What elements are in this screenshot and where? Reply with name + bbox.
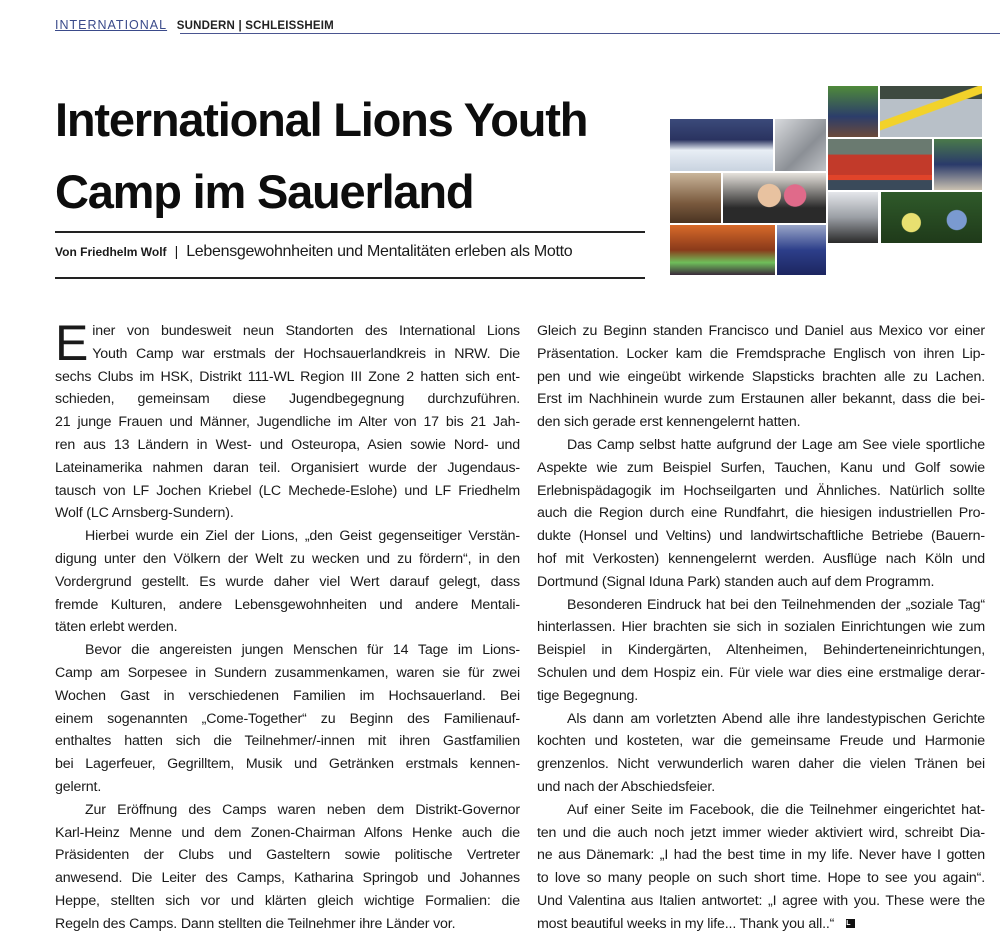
text-line: ne aus Dänemark: „I had the best time in my life. Never have I gotten [537, 847, 985, 864]
photo-group-outdoors [828, 86, 878, 137]
text-line: ren aus 13 Ländern in West- und Osteuropa, Asien sowie Nord- und [55, 436, 520, 453]
text-line: Beispiel in Kindergärten, Altenheimen, Behinderteneinrichtungen, [537, 642, 985, 659]
photo-high-ropes-course [828, 192, 878, 243]
photo-building-wall [775, 119, 826, 171]
photo-two-girls-smiling [723, 173, 826, 223]
text-line: Karl-Heinz Menne und dem Zonen-Chairman Alfons Henke auch die [55, 824, 520, 841]
byline-bottom-rule [55, 277, 645, 279]
section-header [55, 18, 334, 32]
text-line: gelernt. [55, 778, 102, 795]
text-line: tige Begegnung. [537, 687, 639, 704]
subsection-label: SUNDERN | SCHLEISSHEIM [176, 20, 334, 32]
paragraph [537, 320, 985, 434]
text-line: anwesend. Die Leiter des Camps, Katharina Springob und Johannes [55, 870, 520, 887]
photo-rafting-canoe [828, 139, 932, 190]
text-line: tausch von LF Jochen Kriebel (LC Mechede-Eslohe) und LF Friedhelm [55, 482, 520, 499]
text-line: den sich gerade erst kennengelernt hatten. [537, 414, 801, 431]
text-line: Regeln des Camps. Dann stellten die Teilnehmer ihre Länder vor. [55, 915, 456, 932]
text-line: bei Lagerfeuer, Gegrilltem, Musik und Getränken erstmals kennen- [55, 756, 520, 773]
text-line: hof mit Verkosten) kennengelernt werden. Ausflüge nach Köln und [537, 550, 985, 567]
section-label[interactable]: INTERNATIONAL [55, 18, 168, 32]
text-line: Bevor die angereisten jungen Menschen für 14 Tage im Lions- [85, 642, 520, 659]
text-line: einem sogenannten „Come-Together“ zu Beginn des Familienauf- [55, 710, 520, 727]
text-line: Schulen und dem Hospiz ein. Für viele war dies eine erstmalige derar- [537, 664, 985, 681]
text-line: Lateinamerika nahmen daran teil. Organisiert wurde der Jugendaus- [55, 459, 520, 476]
text-line: Hierbei wurde ein Ziel der Lions, „den Geist gegenseitiger Verstän- [85, 528, 520, 545]
paragraph [55, 799, 520, 936]
text-line: Camp am Sorpesee in Sundern zusammenkamen, waren sie für zwei [55, 664, 520, 681]
text-line: täten erlebt werden. [55, 619, 178, 636]
photo-church-interior [670, 173, 721, 223]
text-column-right [537, 320, 985, 936]
photo-group-in-wetsuits [934, 139, 982, 190]
text-line: und nach der Abschiedsfeier. [537, 778, 715, 795]
paragraph [55, 639, 520, 799]
text-line: ten und die auch noch jetzt immer wieder aktiviert wird, schreibt Dia- [537, 824, 985, 841]
photo-group-with-lions-flag [670, 119, 773, 171]
text-line: dukte (Honsel und Veltins) und landwirtschaftliche Betriebe (Bauern- [537, 528, 985, 545]
paragraph [537, 708, 985, 799]
text-line: Youth Camp war erstmals der Hochsauerlandkreis in NRW. Die [92, 345, 520, 362]
text-line: Vordergrund gestellt. Es wurde daher viel Wert darauf gelegt, dass [55, 573, 520, 590]
text-line: Präsidenten der Clubs und Gasteltern sowie politische Vertreter [55, 847, 520, 864]
text-line: kochten und kosteten, war die gemeinsame Freude und Harmonie [537, 733, 985, 750]
title-line-2: Camp im Sauerland [55, 165, 474, 218]
text-line: fremde Kulturen, andere Lebensgewohnheiten und andere Mentali- [55, 596, 520, 613]
photo-windsurfing-lake [880, 86, 982, 137]
paragraph [55, 315, 520, 525]
text-line: iner von bundesweit neun Standorten des International Lions [92, 323, 520, 339]
photo-archery [881, 192, 982, 243]
text-line: grenzenlos. Nicht verwunderlich waren daher die vielen Tränen bei [537, 756, 985, 773]
paragraph [55, 525, 520, 639]
byline [55, 243, 572, 261]
header-divider [180, 33, 1000, 34]
author: Von Friedhelm Wolf [55, 245, 167, 259]
article-subtitle: Lebensgewohnheiten und Mentalitäten erleben als Motto [186, 243, 573, 260]
text-line: Wochen Gast in verschiedenen Familien im Hochsauerland. Bei [55, 687, 520, 704]
paragraph [537, 594, 985, 708]
article-title [55, 84, 695, 228]
text-line: enthaltes hatten sich die Teilnehmer/-innen mit ihren Gastfamilien [55, 733, 520, 750]
text-line: Auf einer Seite im Facebook, die die Teilnehmer eingerichtet hat- [567, 801, 985, 818]
byline-separator: | [174, 243, 179, 259]
text-line: hinterlassen. Hier brachten sie sich in sozialen Einrichtungen wie zum [537, 619, 985, 636]
text-line: Aspekte wie zum Beispiel Surfen, Tauchen, Kanu und Golf sowie [537, 459, 985, 476]
text-line: auch die Region durch eine Rundfahrt, die hiesigen industriellen Pro- [537, 505, 985, 522]
photo-party-evening [670, 225, 775, 275]
text-line: Als dann am vorletzten Abend alle ihre landestypischen Gerichte [567, 710, 985, 727]
text-line: Dortmund (Signal Iduna Park) standen auch auf dem Programm. [537, 573, 935, 590]
lions-end-mark-icon: L [846, 919, 855, 928]
text-line: Und Valentina aus Italien antwortet: „I agree with you. These were the [537, 892, 985, 909]
text-line: most beautiful weeks in my life... Thank you all..“ L [537, 913, 985, 936]
text-line: sechs Clubs im HSK, Distrikt 111-WL Region III Zone 2 hatten sich ent- [55, 368, 520, 385]
paragraph [537, 434, 985, 594]
text-line: Besonderen Eindruck hat bei den Teilnehmenden der „soziale Tag“ [567, 596, 985, 613]
text-line: Präsentation. Locker kam die Fremdsprache Englisch von ihren Lip- [537, 345, 985, 362]
drop-cap: E [55, 315, 89, 371]
text-line: to love so many people on such short time. Hope to see you again“. [537, 870, 985, 887]
text-line: Erst im Nachhinein wurde zum Erstaunen aller bekannt, dass die bei- [537, 391, 985, 408]
text-line: Das Camp selbst hatte aufgrund der Lage am See viele sportliche [567, 436, 985, 453]
title-line-1: International Lions Youth [55, 93, 588, 146]
text-line: schieden, gemeinsam diese Jugendbegegnung durchzuführen. [55, 391, 520, 408]
text-line: digung unter den Völkern der Welt zu wecken und zu fördern“, in den [55, 550, 520, 567]
text-line: Wolf (LC Arnsberg-Sundern). [55, 505, 234, 522]
text-line: Zur Eröffnung des Camps waren neben dem Distrikt-Governor [85, 801, 520, 818]
paragraph [537, 799, 985, 936]
photo-group-in-blue [777, 225, 826, 275]
text-column-left [55, 315, 520, 936]
text-line: 21 junge Frauen und Männer, Jugendliche im Alter von 17 bis 21 Jah- [55, 414, 520, 431]
text-line: Heppe, stellten sich vor und klärten gleich wichtige Formalien: die [55, 892, 520, 909]
text-line: pen und wie eingeübt wirkende Slapsticks brachten alle zu Lachen. [537, 368, 985, 385]
text-line: Gleich zu Beginn standen Francisco und Daniel aus Mexico vor einer [537, 323, 985, 339]
text-line: Erlebnispädagogik im Hochseilgarten und Ähnliches. Natürlich sollte [537, 482, 985, 499]
byline-top-rule [55, 231, 645, 233]
